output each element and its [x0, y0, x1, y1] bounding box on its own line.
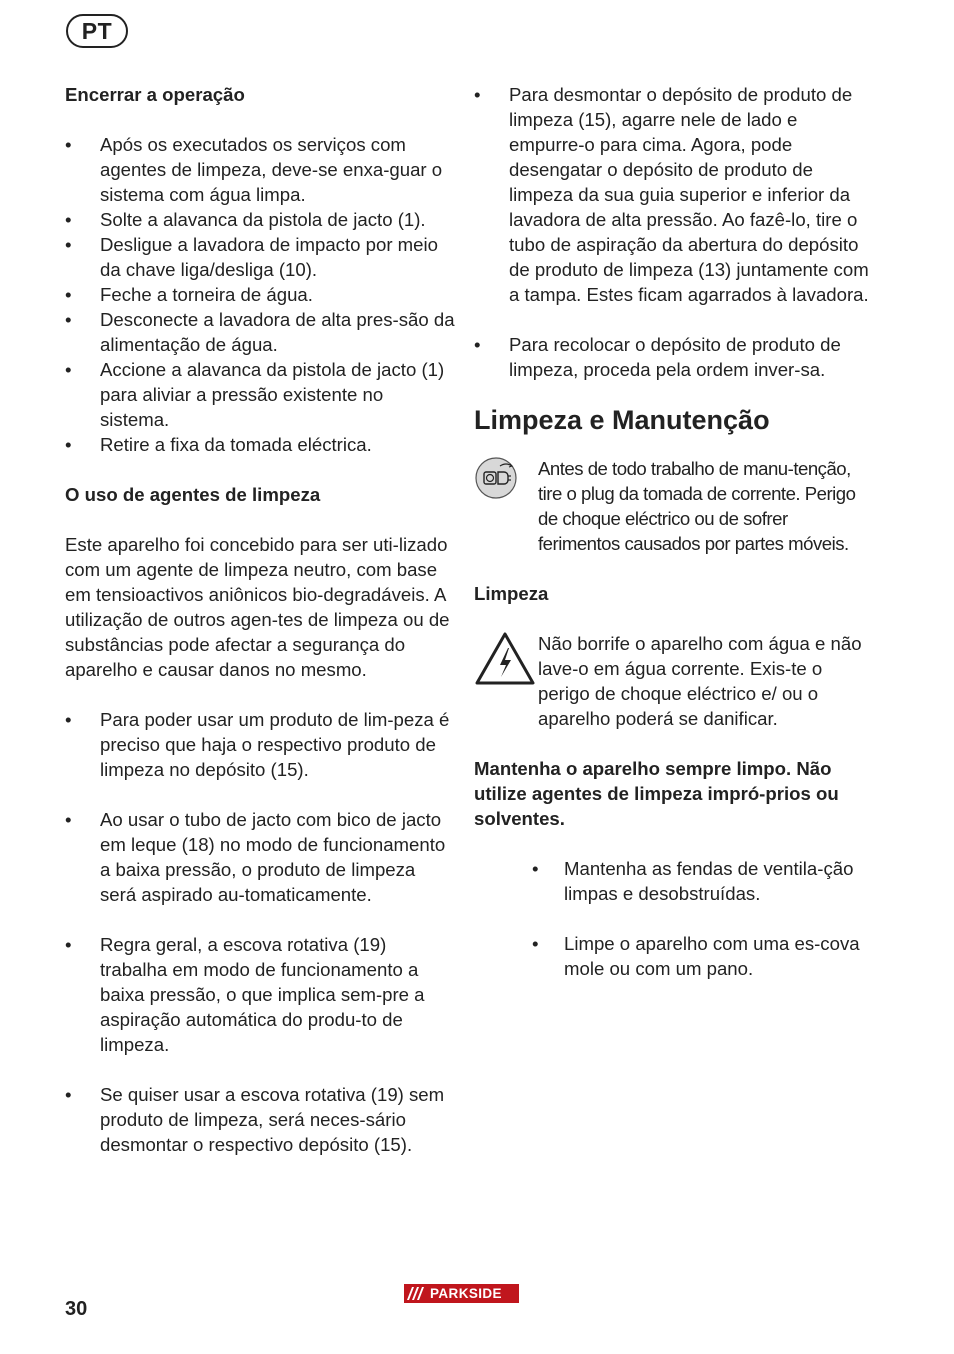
- end-operation-list: [65, 132, 455, 457]
- list-item: • Retire a fixa da tomada eléctrica.: [65, 432, 455, 457]
- cleaning-list: [474, 856, 869, 906]
- list-item: • Limpe o aparelho com uma es-cova mole ou com um pano.: [474, 931, 869, 981]
- left-column: [65, 82, 455, 1157]
- cleaning-agents-list-4: [65, 1082, 455, 1157]
- page-number: 30: [65, 1298, 88, 1320]
- tank-removal-list: [474, 82, 869, 307]
- list-item: • Para desmontar o depósito de produto de limpeza (15), agarre nele de lado e empurre-o para cima. Agora, pode desengatar o depósito de produto de limpeza da sua guia superior e inferior da lavadora de alta pressão. Ao fazê-lo, tire o tubo de aspiração da abertura do depósito de produto de limpeza (13) juntamente com a tampa. Estes ficam agarrados à lavadora.: [474, 82, 869, 307]
- section-heading-cleaning-agents: O uso de agentes de limpeza: [65, 484, 321, 505]
- cleaning-agents-list: [65, 707, 455, 782]
- list-item: • Para poder usar um produto de lim-peza é preciso que haja o respectivo produto de limpeza no depósito (15).: [65, 707, 455, 782]
- shock-warning: [474, 631, 869, 731]
- brand-stripes-icon: [404, 1284, 428, 1303]
- tank-refit-list: [474, 332, 869, 382]
- list-item: • Solte a alavanca da pistola de jacto (1).: [65, 207, 455, 232]
- cleaning-agents-list-3: [65, 932, 455, 1057]
- list-item: • Accione a alavanca da pistola de jacto (1) para aliviar a pressão existente no sistema.: [65, 357, 455, 432]
- shock-warning-text: Não borrife o aparelho com água e não lave-o em água corrente. Exis-te o perigo de choque eléctrico e/ ou o aparelho poderá se danificar.: [538, 633, 862, 729]
- right-column: [474, 82, 869, 981]
- section-heading-end-operation: Encerrar a operação: [65, 84, 245, 105]
- list-item: • Após os executados os serviços com agentes de limpeza, deve-se enxa-guar o sistema com água limpa.: [65, 132, 455, 207]
- list-item: • Mantenha as fendas de ventila-ção limpas e desobstruídas.: [474, 856, 869, 906]
- unplug-notice-text: Antes de todo trabalho de manu-tenção, tire o plug da tomada de corrente. Perigo de choque eléctrico ou de sofrer ferimentos causados por partes móveis.: [538, 458, 856, 554]
- plug-unplug-icon: [474, 456, 538, 506]
- list-item: • Desconecte a lavadora de alta pres-são da alimentação de água.: [65, 307, 455, 357]
- electric-shock-warning-icon: [474, 631, 538, 693]
- brand-name: PARKSIDE: [430, 1286, 502, 1301]
- list-item: • Se quiser usar a escova rotativa (19) sem produto de limpeza, será neces-sário desmontar o respectivo depósito (15).: [65, 1082, 455, 1157]
- list-item: • Feche a torneira de água.: [65, 282, 455, 307]
- list-item: • Regra geral, a escova rotativa (19) trabalha em modo de funcionamento a baixa pressão, o que implica sem-pre a aspiração automática do produ-to de limpeza.: [65, 932, 455, 1057]
- list-item: • Desligue a lavadora de impacto por meio da chave liga/desliga (10).: [65, 232, 455, 282]
- main-heading-cleaning-maintenance: Limpeza e Manutenção: [474, 405, 770, 435]
- language-badge: PT: [66, 14, 128, 48]
- brand-logo: [404, 1284, 519, 1303]
- cleaning-heading: Limpeza: [474, 583, 549, 604]
- keep-clean-notice: Mantenha o aparelho sempre limpo. Não utilize agentes de limpeza impró-prios ou solventes.: [474, 758, 839, 829]
- list-item: • Para recolocar o depósito de produto de limpeza, proceda pela ordem inver-sa.: [474, 332, 869, 382]
- unplug-notice: [474, 456, 869, 556]
- cleaning-agents-list-2: [65, 807, 455, 907]
- list-item: • Ao usar o tubo de jacto com bico de jacto em leque (18) no modo de funcionamento a baixa pressão, o produto de limpeza será aspirado au-tomaticamente.: [65, 807, 455, 907]
- cleaning-list-2: [474, 931, 869, 981]
- cleaning-agents-paragraph: Este aparelho foi concebido para ser uti-lizado com um agente de limpeza neutro, com base em tensioactivos aniônicos bio-degradáveis. A utilização de outros agen-tes de limpeza ou de substâncias pode afectar a segurança do aparelho e causar danos no mesmo.: [65, 534, 450, 680]
